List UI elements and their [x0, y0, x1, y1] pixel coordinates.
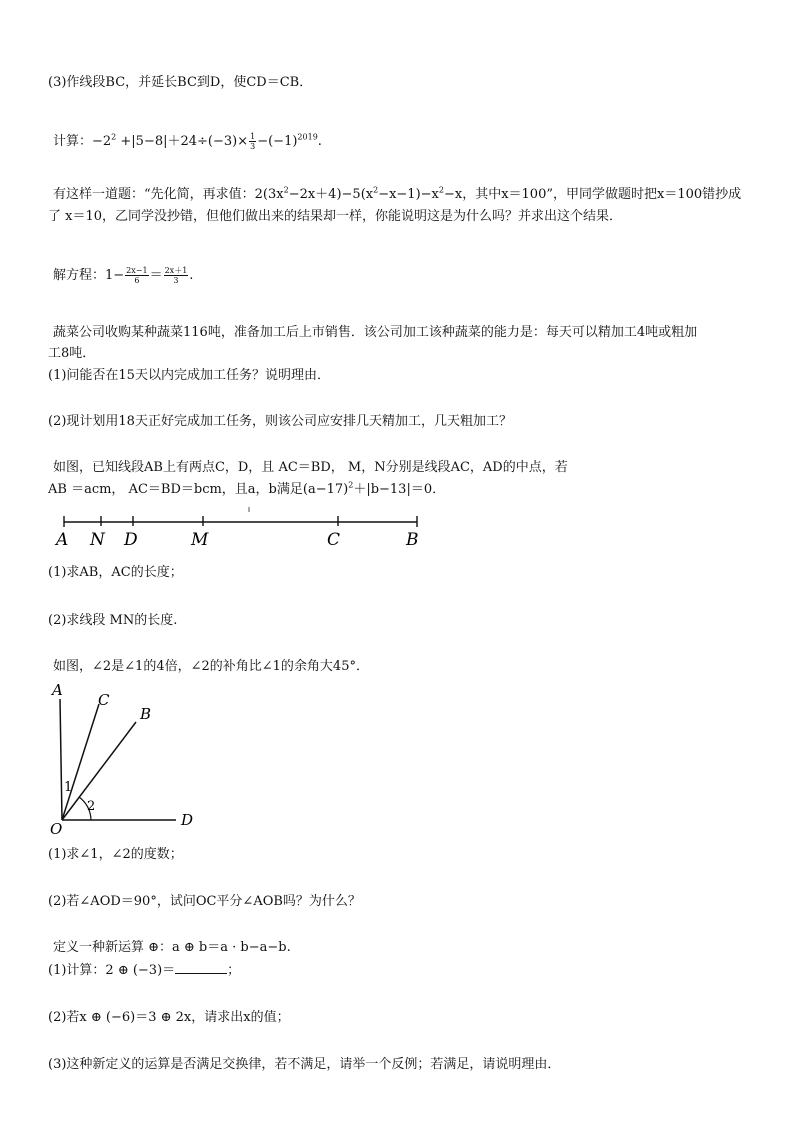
angle-label-b: B: [140, 705, 152, 723]
angle-diagram: [0, 680, 794, 840]
angle-problem: 如图，∠2是∠1的4倍，∠2的补角比∠1的余角大45°．: [53, 659, 369, 674]
angle-label-a: A: [52, 681, 63, 699]
fraction: $\frac{2x+1}{3}$: [164, 266, 188, 285]
vegetable-problem-line1: 蔬菜公司收购某种蔬菜116吨，准备加工后上市销售．该公司加工该种蔬菜的能力是：每天可以精加工4吨或粗加: [53, 325, 698, 340]
answer-blank[interactable]: [175, 961, 227, 974]
calc-exponent: 2: [111, 132, 117, 142]
segment-question-2: (2)求线段 MN的长度.: [48, 613, 178, 628]
operation-question-2: (2)若x ⊕ (−6)＝3 ⊕ 2x，请求出x的值；: [48, 1010, 290, 1025]
calc-text: −(−1): [257, 134, 298, 149]
fraction: $\frac{2x-1}{6}$: [126, 266, 148, 285]
equation-problem: 解方程：1− $\frac{2x-1}{6}$ ＝ $\frac{2x+1}{3}$ .: [53, 266, 194, 285]
segment-problem-line1: 如图，已知线段AB上有两点C，D，且 AC＝BD， M，N分别是线段AC，AD的中点，若: [53, 460, 568, 475]
point-label-b: B: [406, 530, 419, 550]
angle-label-d: D: [181, 811, 194, 829]
angle-question-2: (2)若∠AOD＝90°，试问OC平分∠AOB吗？为什么？: [48, 894, 361, 909]
segment-question-1: (1)求AB，AC的长度；: [48, 565, 183, 580]
angle-label-c: C: [98, 691, 110, 709]
angle-label-o: O: [50, 820, 63, 838]
point-label-a: A: [56, 530, 69, 550]
simplify-problem-line2: 了 x＝10，乙同学没抄错，但他们做出来的结果却一样，你能说明这是为什么吗？并求出这个结果．: [48, 209, 623, 224]
segment-diagram: [0, 505, 794, 555]
vegetable-problem-line2: 工8吨．: [48, 346, 96, 361]
point-label-n: N: [90, 530, 105, 550]
angle-1-label: 1: [64, 780, 73, 795]
operation-question-1: (1)计算：2 ⊕ (−3)＝ ；: [48, 963, 241, 978]
fraction: $\frac{1}{3}$: [250, 132, 256, 151]
calculation-problem: 计算：$-2^2 +|5-8|+24\div(-3)\times$ $\frac{1}{3}$ $-(-1)^{2019}$.: [53, 132, 322, 151]
point-label-d: D: [124, 530, 138, 550]
simplify-problem-line1: 有这样一道题：“先化简，再求值：$2(3x^2-2x+4)-5(x^2-x-1)-x^2-x$，其中x＝100”，甲同学做题时把x＝100错抄成: [53, 185, 742, 202]
construction-instruction: (3)作线段BC，并延长BC到D，使CD＝CB．: [48, 75, 313, 90]
angle-question-1: (1)求∠1，∠2的度数；: [48, 847, 183, 862]
segment-problem-line2: AB ＝acm， AC＝BD＝bcm，且a，b满足$(a-17)^2+|b-13|=0$．: [48, 480, 446, 497]
point-label-c: C: [327, 530, 341, 550]
calc-exponent: 2019: [297, 132, 318, 142]
operation-question-3: (3)这种新定义的运算是否满足交换律，若不满足，请举一个反例；若满足，请说明理由．: [48, 1057, 561, 1072]
calc-text: 计算：−2: [53, 134, 112, 149]
point-label-m: M: [191, 530, 209, 550]
vegetable-question-2: (2)现计划用18天正好完成加工任务，则该公司应安排几天精加工，几天粗加工？: [48, 414, 512, 429]
operation-definition: 定义一种新运算 ⊕：a ⊕ b＝a · b−a−b.: [53, 940, 291, 955]
angle-2-label: 2: [87, 799, 96, 814]
vegetable-question-1: (1)问能否在15天以内完成加工任务？说明理由．: [48, 368, 330, 383]
calc-text: +|5−8|＋24÷(−3)×: [116, 134, 249, 149]
